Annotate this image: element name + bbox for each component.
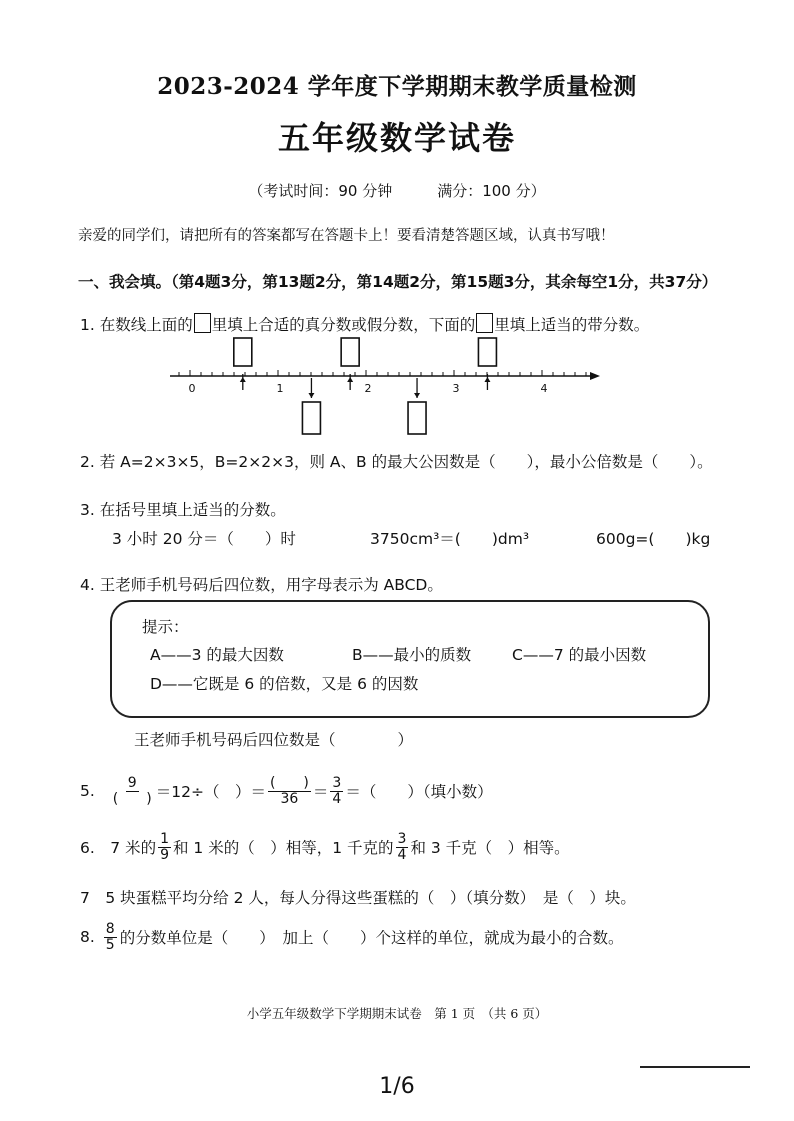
q5-eq-2: ＝ (312, 783, 329, 802)
answer-box-icon (234, 338, 252, 366)
q6-text-c: 和 3 千克（ ）相等。 (410, 839, 570, 858)
pointer-arrow-icon (308, 393, 314, 398)
fraction-numerator: ( ) (269, 775, 309, 791)
answer-box-icon (476, 313, 493, 333)
question-6 (80, 832, 570, 862)
q6-text-a: 6. 7 米的 (80, 839, 157, 858)
hint-b: B——最小的质数 (352, 646, 472, 664)
question-2: 2. 若 A=2×3×5，B=2×2×3，则 A、B 的最大公因数是（ ），最小公倍数是（ ）。 (80, 453, 713, 471)
q8-text-a: 8. (80, 928, 95, 947)
question-5 (80, 776, 493, 806)
answer-box-icon (341, 338, 359, 366)
pointer-arrow-icon (414, 393, 420, 398)
pointer-arrow-icon (347, 377, 353, 382)
page-footer: 小学五年级数学下学期期末试卷 第 1 页 （共 6 页） (246, 1006, 548, 1021)
q5-eq-1: ＝12÷（ ）＝ (155, 783, 266, 802)
fraction-denominator: 9 (160, 846, 169, 863)
question-3: 3. 在括号里填上适当的分数。 (80, 501, 286, 519)
fraction-denominator: 4 (397, 846, 407, 863)
q1-text-c: 里填上适当的带分数。 (494, 316, 650, 334)
question-7: 7 5 块蛋糕平均分给 2 人，每人分得这些蛋糕的（ ）（填分数） 是（ ）块。 (80, 889, 636, 907)
question-4: 4. 王老师手机号码后四位数，用字母表示为 ABCD。 (80, 576, 443, 594)
fraction-numerator: 1 (160, 831, 169, 847)
fraction-numerator: 9 (127, 775, 137, 791)
answer-box-icon (194, 313, 211, 333)
tick-label: 1 (276, 382, 284, 395)
section-heading: 一、我会填。（第4题3分，第13题2分，第14题2分，第15题3分，其余每空1分，共37分） (78, 273, 718, 291)
hint-c: C——7 的最小因数 (512, 646, 647, 664)
tick-label: 0 (188, 382, 196, 395)
fraction-numerator: 8 (105, 921, 115, 937)
fraction-denominator: 5 (105, 936, 115, 953)
scan-mark (640, 1066, 750, 1068)
page-number: 1/6 (379, 1074, 415, 1099)
q1-text-b: 里填上合适的真分数或假分数，下面的 (211, 316, 476, 334)
fraction-denominator: 4 (332, 790, 342, 807)
q8-text-b: 的分数单位是（ ） 加上（ ）个这样的单位，就成为最小的合数。 (119, 929, 624, 948)
hint-label: 提示： (142, 618, 189, 636)
tick-label: 3 (452, 382, 460, 395)
pointer-arrow-icon (484, 377, 490, 382)
q5-eq-3: ＝（ ）（填小数） (345, 783, 493, 802)
hint-a: A——3 的最大因数 (150, 646, 284, 664)
q5-fraction-3 (330, 776, 343, 806)
number-line (160, 332, 600, 442)
exam-info: （考试时间：90 分钟 满分：100 分） (248, 182, 546, 200)
q5-fraction-1 (111, 776, 154, 806)
fraction-denominator: 36 (280, 790, 299, 807)
q1-text-a: 1. 在数线上面的 (80, 316, 193, 334)
fraction-numerator: 3 (397, 831, 407, 847)
notice-text: 亲爱的同学们，请把所有的答案都写在答题卡上！要看清楚答题区域，认真书写哦！ (78, 228, 615, 244)
q6-fraction-2 (396, 832, 409, 862)
q6-fraction-1 (158, 832, 171, 862)
fraction-numerator: 3 (332, 775, 342, 791)
answer-box-icon (408, 402, 426, 434)
q5-fraction-2 (268, 776, 311, 806)
answer-box-icon (302, 402, 320, 434)
q3-item-3: 600g=( )kg (596, 530, 711, 548)
exam-title: 2023-2024 学年度下学期期末教学质量检测 (157, 73, 637, 100)
q3-item-2: 3750cm³＝( )dm³ (370, 530, 530, 548)
fraction-denominator: ( ) (112, 790, 152, 807)
q4-answer: 王老师手机号码后四位数是（ ） (134, 731, 414, 749)
q8-fraction (104, 922, 117, 952)
q5-label: 5. (80, 782, 95, 801)
axis-arrow-icon (590, 372, 600, 380)
q6-text-b: 和 1 米的（ ）相等，1 千克的 (173, 839, 394, 858)
exam-subtitle: 五年级数学试卷 (277, 119, 516, 157)
hint-d: D——它既是 6 的倍数，又是 6 的因数 (150, 675, 419, 693)
tick-label: 4 (540, 382, 548, 395)
tick-label: 2 (364, 382, 372, 395)
q3-item-1: 3 小时 20 分＝（ ）时 (112, 530, 296, 548)
answer-box-icon (478, 338, 496, 366)
question-8 (80, 922, 623, 952)
pointer-arrow-icon (240, 377, 246, 382)
